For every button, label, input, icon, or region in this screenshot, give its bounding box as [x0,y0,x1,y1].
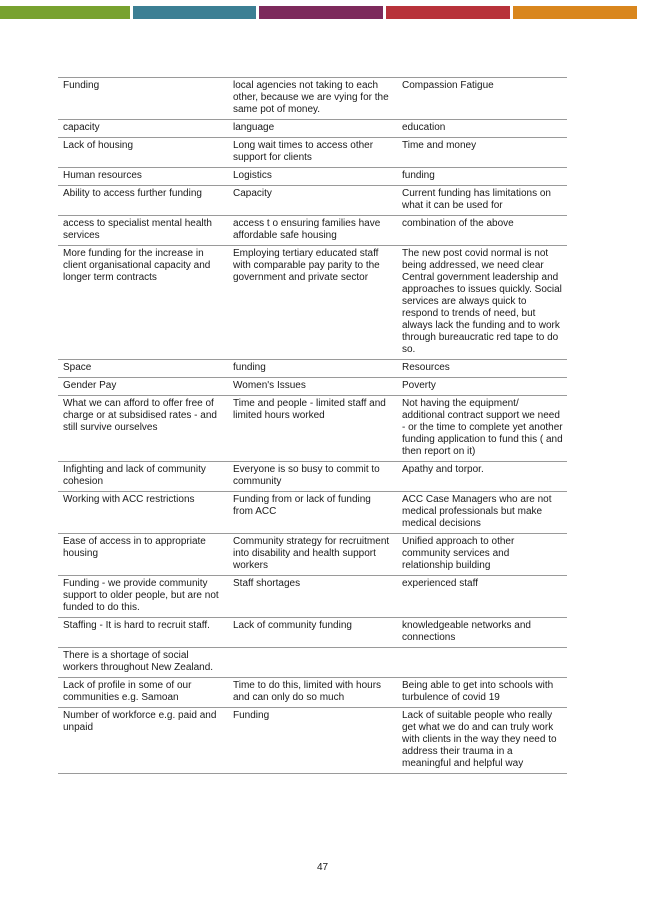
table-body [58,78,567,774]
table-cell: funding [402,170,435,181]
table-cell: Poverty [402,380,436,391]
stripe-orange [513,6,637,19]
table-cell: Funding [63,80,100,91]
table-row [58,246,567,360]
challenges-table [58,77,567,774]
table-cell: Lack of profile in some of our communities e.g. Samoan [63,680,192,703]
stripe-teal [133,6,256,19]
table-cell: Capacity [233,188,272,199]
table-row [58,120,567,138]
table-cell: education [402,122,446,133]
table-cell: experienced staff [402,578,478,589]
table-cell: Lack of community funding [233,620,352,631]
table-row [58,708,567,774]
table-cell: The new post covid normal is not being addressed, we need clear Central government leadership and approaches to issues quickly. Social services are always quick to respond to trends of need, but always lack the funding and to work through bureaucratic red tape to do so. [402,248,562,355]
table-cell: Current funding has limitations on what it can be used for [402,188,551,211]
table-cell: Ability to access further funding [63,188,202,199]
table-cell: Time and money [402,140,477,151]
stripe-red [386,6,510,19]
table-cell: Time and people - limited staff and limited hours worked [233,398,386,421]
table-cell: Compassion Fatigue [402,80,494,91]
table-cell: Ease of access in to appropriate housing [63,536,206,559]
table-row [58,378,567,396]
table-row [58,462,567,492]
table-cell: What we can afford to offer free of charge or at subsidised rates - and still survive ourselves [63,398,217,433]
table-cell: local agencies not taking to each other, because we are vying for the same pot of money. [233,80,389,115]
table-cell: Community strategy for recruitment into disability and health support workers [233,536,390,571]
stripe-green [0,6,130,19]
table-cell: Number of workforce e.g. paid and unpaid [63,710,217,733]
table-cell: access to specialist mental health services [63,218,212,241]
table-cell: Logistics [233,170,272,181]
table-cell [228,648,397,678]
table-cell: Not having the equipment/ additional contract support we need - or the time to complete yet another funding application to fund this ( and then report on it) [402,398,563,457]
table-row [58,186,567,216]
table-cell: Funding [233,710,270,721]
table-cell: Long wait times to access other support for clients [233,140,374,163]
table-cell: Lack of housing [63,140,134,151]
table-cell: Resources [402,362,450,373]
table-row [58,216,567,246]
table-cell: language [233,122,275,133]
table-cell: capacity [63,122,100,133]
table-row [58,648,567,678]
table-cell: Apathy and torpor. [402,464,484,475]
table-cell: combination of the above [402,218,514,229]
table-cell: Space [63,362,92,373]
table-row [58,138,567,168]
table-cell: Staffing - It is hard to recruit staff. [63,620,210,631]
table-row [58,678,567,708]
table-cell: Unified approach to other community services and relationship building [402,536,515,571]
table-cell [397,648,567,678]
header-color-stripe [0,6,645,19]
table-cell: Infighting and lack of community cohesion [63,464,206,487]
stripe-purple [259,6,383,19]
table-cell: ACC Case Managers who are not medical professionals but make medical decisions [402,494,552,529]
table-row [58,618,567,648]
table-row [58,78,567,120]
table-cell: Human resources [63,170,142,181]
table-cell: More funding for the increase in client organisational capacity and longer term contracts [63,248,211,283]
table-cell: Gender Pay [63,380,117,391]
table-cell: Working with ACC restrictions [63,494,195,505]
table-row [58,360,567,378]
table-cell: knowledgeable networks and connections [402,620,531,643]
table-row [58,492,567,534]
table-cell: Women's Issues [233,380,306,391]
table-row [58,576,567,618]
table-row [58,534,567,576]
table-cell: Time to do this, limited with hours and can only do so much [233,680,382,703]
table-cell: Lack of suitable people who really get what we do and can truly work with clients in the way they need to address their trauma in a meaningful and helpful way [402,710,557,769]
table-cell: Funding - we provide community support to older people, but are not funded to do this. [63,578,219,613]
table-cell: Funding from or lack of funding from ACC [233,494,371,517]
table-cell: access t o ensuring families have affordable safe housing [233,218,381,241]
page-number: 47 [316,862,329,873]
table-cell: Everyone is so busy to commit to community [233,464,380,487]
table-cell: There is a shortage of social workers throughout New Zealand. [63,650,214,673]
table-cell: Employing tertiary educated staff with comparable pay parity to the government and private sector [233,248,380,283]
table-cell: Being able to get into schools with turbulence of covid 19 [402,680,554,703]
table-row [58,168,567,186]
table-cell: funding [233,362,266,373]
table-cell: Staff shortages [233,578,301,589]
table-row [58,396,567,462]
